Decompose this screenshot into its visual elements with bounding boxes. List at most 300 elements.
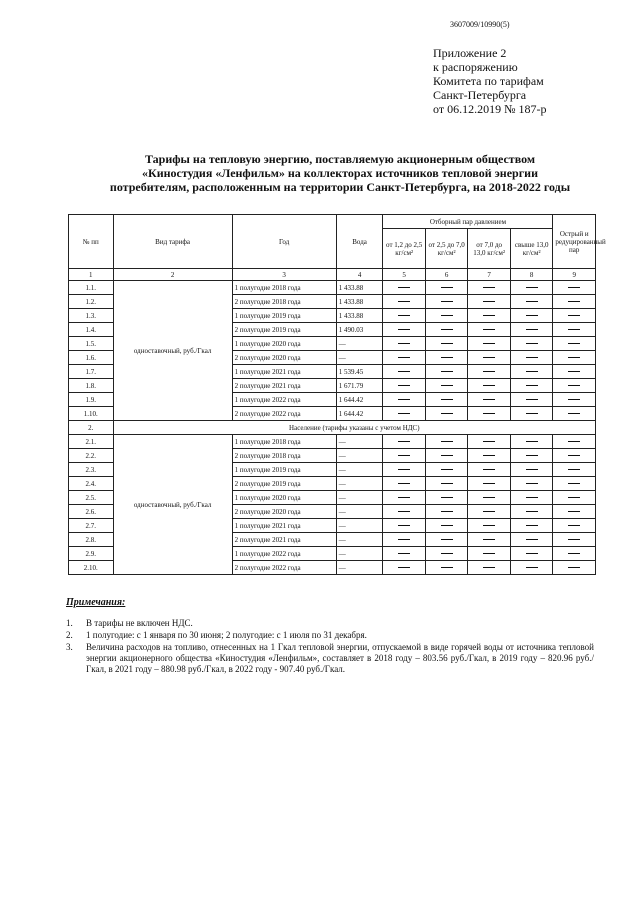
empty-value-cell (425, 337, 467, 351)
index-cell: 6 (425, 269, 467, 281)
empty-value-cell (510, 309, 553, 323)
empty-value-cell (425, 561, 467, 575)
dash-mark (398, 357, 410, 358)
dash-mark (441, 497, 453, 498)
empty-value-cell (383, 337, 425, 351)
empty-value-cell (553, 365, 596, 379)
empty-value-cell (383, 393, 425, 407)
empty-value-cell (510, 407, 553, 421)
dash-mark (526, 371, 538, 372)
water-value: — (336, 547, 383, 561)
dash-mark (568, 511, 580, 512)
appendix-line: Приложение 2 (433, 46, 507, 60)
dash-mark (568, 539, 580, 540)
header-year: Год (232, 215, 336, 269)
dash-mark (568, 413, 580, 414)
dash-mark (568, 399, 580, 400)
note-item (66, 630, 594, 641)
empty-value-cell (553, 533, 596, 547)
empty-value-cell (553, 491, 596, 505)
row-number: 2.10. (69, 561, 114, 575)
dash-mark (526, 399, 538, 400)
empty-value-cell (425, 435, 467, 449)
dash-mark (441, 329, 453, 330)
index-cell: 8 (510, 269, 553, 281)
dash-mark (441, 483, 453, 484)
empty-value-cell (425, 449, 467, 463)
row-number: 1.10. (69, 407, 114, 421)
table-row (69, 281, 596, 295)
dash-mark (526, 497, 538, 498)
row-number: 2.6. (69, 505, 114, 519)
water-value: — (336, 337, 383, 351)
dash-mark (526, 329, 538, 330)
empty-value-cell (553, 309, 596, 323)
dash-mark (483, 497, 495, 498)
dash-mark (568, 455, 580, 456)
note-text: 1 полугодие: с 1 января по 30 июня; 2 полугодие: с 1 июля по 31 декабря. (86, 630, 367, 640)
period-cell: 1 полугодие 2018 года (232, 435, 336, 449)
dash-mark (483, 525, 495, 526)
empty-value-cell (383, 379, 425, 393)
dash-mark (483, 287, 495, 288)
dash-mark (441, 567, 453, 568)
empty-value-cell (383, 351, 425, 365)
empty-value-cell (383, 323, 425, 337)
row-number: 1.1. (69, 281, 114, 295)
dash-mark (483, 301, 495, 302)
dash-mark (526, 525, 538, 526)
dash-mark (398, 399, 410, 400)
dash-mark (526, 343, 538, 344)
dash-mark (441, 455, 453, 456)
dash-mark (398, 343, 410, 344)
row-number: 2.1. (69, 435, 114, 449)
tariff-type-cell: одноставочный, руб./Гкал (113, 281, 232, 421)
period-cell: 1 полугодие 2022 года (232, 547, 336, 561)
dash-mark (526, 413, 538, 414)
dash-mark (526, 469, 538, 470)
period-cell: 2 полугодие 2018 года (232, 449, 336, 463)
empty-value-cell (425, 281, 467, 295)
row-number: 1.6. (69, 351, 114, 365)
empty-value-cell (510, 337, 553, 351)
note-text: В тарифы не включен НДС. (86, 618, 193, 628)
dash-mark (441, 301, 453, 302)
dash-mark (526, 483, 538, 484)
dash-mark (398, 329, 410, 330)
dash-mark (526, 441, 538, 442)
empty-value-cell (553, 393, 596, 407)
empty-value-cell (553, 351, 596, 365)
dash-mark (483, 413, 495, 414)
empty-value-cell (468, 561, 510, 575)
dash-mark (568, 567, 580, 568)
empty-value-cell (510, 547, 553, 561)
row-number: 2.2. (69, 449, 114, 463)
dash-mark (526, 539, 538, 540)
row-number: 1.9. (69, 393, 114, 407)
dash-mark (441, 357, 453, 358)
empty-value-cell (383, 281, 425, 295)
empty-value-cell (468, 435, 510, 449)
empty-value-cell (468, 547, 510, 561)
dash-mark (398, 525, 410, 526)
water-value: — (336, 435, 383, 449)
dash-mark (398, 567, 410, 568)
appendix-line: к распоряжению (433, 60, 518, 74)
section-label: Население (тарифы указаны с учетом НДС) (113, 421, 595, 435)
water-value: — (336, 561, 383, 575)
period-cell: 2 полугодие 2021 года (232, 379, 336, 393)
empty-value-cell (510, 463, 553, 477)
period-cell: 1 полугодие 2021 года (232, 365, 336, 379)
water-value: 1 539.45 (336, 365, 383, 379)
empty-value-cell (553, 337, 596, 351)
dash-mark (398, 497, 410, 498)
empty-value-cell (425, 505, 467, 519)
dash-mark (483, 357, 495, 358)
empty-value-cell (553, 379, 596, 393)
header-steam-col: от 1,2 до 2,5 кг/см² (383, 229, 425, 269)
dash-mark (483, 441, 495, 442)
empty-value-cell (468, 393, 510, 407)
dash-mark (441, 539, 453, 540)
row-number: 2.3. (69, 463, 114, 477)
empty-value-cell (553, 519, 596, 533)
header-water: Вода (336, 215, 383, 269)
empty-value-cell (468, 337, 510, 351)
row-number: 2.4. (69, 477, 114, 491)
document-title (60, 152, 620, 194)
dash-mark (398, 315, 410, 316)
period-cell: 1 полугодие 2020 года (232, 491, 336, 505)
empty-value-cell (553, 407, 596, 421)
empty-value-cell (468, 351, 510, 365)
period-cell: 1 полугодие 2019 года (232, 309, 336, 323)
dash-mark (568, 357, 580, 358)
empty-value-cell (510, 365, 553, 379)
empty-value-cell (383, 561, 425, 575)
dash-mark (483, 511, 495, 512)
tariff-table-body (69, 281, 596, 575)
empty-value-cell (468, 519, 510, 533)
section-number: 2. (69, 421, 114, 435)
empty-value-cell (383, 463, 425, 477)
empty-value-cell (425, 309, 467, 323)
empty-value-cell (510, 519, 553, 533)
dash-mark (398, 469, 410, 470)
dash-mark (526, 455, 538, 456)
period-cell: 2 полугодие 2019 года (232, 477, 336, 491)
dash-mark (483, 399, 495, 400)
tariff-table (68, 214, 606, 575)
header-steam-group: Отборный пар давлением (383, 215, 553, 229)
water-value: — (336, 519, 383, 533)
dash-mark (526, 567, 538, 568)
dash-mark (568, 301, 580, 302)
empty-value-cell (383, 477, 425, 491)
dash-mark (568, 371, 580, 372)
dash-mark (483, 469, 495, 470)
empty-value-cell (425, 519, 467, 533)
water-value: 1 671.79 (336, 379, 383, 393)
appendix-line: Санкт-Петербурга (433, 88, 527, 102)
dash-mark (483, 371, 495, 372)
index-cell: 3 (232, 269, 336, 281)
dash-mark (568, 553, 580, 554)
empty-value-cell (553, 295, 596, 309)
empty-value-cell (383, 491, 425, 505)
dash-mark (526, 385, 538, 386)
notes-list (66, 618, 594, 676)
dash-mark (483, 343, 495, 344)
dash-mark (483, 483, 495, 484)
header-num: № пп (69, 215, 114, 269)
dash-mark (441, 469, 453, 470)
header-steam-col: от 7,0 до 13,0 кг/см² (468, 229, 510, 269)
empty-value-cell (510, 281, 553, 295)
period-cell: 1 полугодие 2022 года (232, 393, 336, 407)
empty-value-cell (468, 295, 510, 309)
empty-value-cell (468, 463, 510, 477)
water-value: — (336, 505, 383, 519)
empty-value-cell (468, 449, 510, 463)
empty-value-cell (425, 407, 467, 421)
index-cell: 1 (69, 269, 114, 281)
empty-value-cell (425, 477, 467, 491)
note-item (66, 642, 594, 675)
document-number: 3607009/10990(5) (450, 20, 510, 29)
empty-value-cell (383, 505, 425, 519)
water-value: 1 644.42 (336, 393, 383, 407)
empty-value-cell (383, 533, 425, 547)
dash-mark (483, 315, 495, 316)
index-cell: 7 (468, 269, 510, 281)
empty-value-cell (510, 533, 553, 547)
row-number: 2.8. (69, 533, 114, 547)
header-steam-col: от 2,5 до 7,0 кг/см² (425, 229, 467, 269)
dash-mark (568, 287, 580, 288)
empty-value-cell (468, 309, 510, 323)
empty-value-cell (510, 393, 553, 407)
dash-mark (568, 525, 580, 526)
note-number: 2. (66, 630, 73, 640)
empty-value-cell (468, 365, 510, 379)
empty-value-cell (383, 547, 425, 561)
dash-mark (398, 301, 410, 302)
dash-mark (441, 315, 453, 316)
empty-value-cell (425, 491, 467, 505)
period-cell: 2 полугодие 2019 года (232, 323, 336, 337)
title-line: Тарифы на тепловую энергию, поставляемую акционерным обществом (144, 152, 536, 166)
dash-mark (398, 455, 410, 456)
dash-mark (568, 385, 580, 386)
dash-mark (483, 329, 495, 330)
period-cell: 1 полугодие 2018 года (232, 281, 336, 295)
tariff-type-cell: одноставочный, руб./Гкал (113, 435, 232, 575)
appendix-line: Комитета по тарифам (433, 74, 544, 88)
empty-value-cell (510, 351, 553, 365)
empty-value-cell (383, 519, 425, 533)
index-cell: 5 (383, 269, 425, 281)
dash-mark (441, 399, 453, 400)
water-value: — (336, 351, 383, 365)
water-value: — (336, 533, 383, 547)
empty-value-cell (383, 295, 425, 309)
empty-value-cell (510, 435, 553, 449)
period-cell: 1 полугодие 2019 года (232, 463, 336, 477)
empty-value-cell (510, 295, 553, 309)
empty-value-cell (383, 449, 425, 463)
period-cell: 2 полугодие 2020 года (232, 505, 336, 519)
dash-mark (526, 287, 538, 288)
dash-mark (441, 385, 453, 386)
dash-mark (483, 553, 495, 554)
dash-mark (398, 511, 410, 512)
row-number: 1.8. (69, 379, 114, 393)
period-cell: 2 полугодие 2022 года (232, 407, 336, 421)
water-value: 1 433.88 (336, 281, 383, 295)
empty-value-cell (425, 393, 467, 407)
empty-value-cell (468, 491, 510, 505)
dash-mark (568, 329, 580, 330)
title-line: «Киностудия «Ленфильм» на коллекторах источников тепловой энергии (142, 166, 538, 180)
table-row (69, 435, 596, 449)
empty-value-cell (468, 323, 510, 337)
water-value: 1 433.88 (336, 295, 383, 309)
dash-mark (441, 343, 453, 344)
empty-value-cell (553, 505, 596, 519)
empty-value-cell (510, 323, 553, 337)
dash-mark (483, 539, 495, 540)
dash-mark (441, 525, 453, 526)
dash-mark (526, 511, 538, 512)
dash-mark (483, 567, 495, 568)
empty-value-cell (553, 281, 596, 295)
dash-mark (398, 483, 410, 484)
water-value: 1 490.03 (336, 323, 383, 337)
row-number: 2.7. (69, 519, 114, 533)
water-value: — (336, 449, 383, 463)
empty-value-cell (510, 379, 553, 393)
row-number: 2.9. (69, 547, 114, 561)
dash-mark (568, 343, 580, 344)
dash-mark (568, 441, 580, 442)
row-number: 1.4. (69, 323, 114, 337)
empty-value-cell (553, 435, 596, 449)
empty-value-cell (468, 379, 510, 393)
section-header-row (69, 421, 596, 435)
empty-value-cell (510, 477, 553, 491)
row-number: 1.3. (69, 309, 114, 323)
water-value: — (336, 463, 383, 477)
empty-value-cell (425, 533, 467, 547)
title-line: потребителям, расположенным на территории Санкт-Петербурга, на 2018-2022 годы (109, 180, 571, 194)
dash-mark (441, 441, 453, 442)
water-value: — (336, 491, 383, 505)
row-number: 1.2. (69, 295, 114, 309)
dash-mark (441, 287, 453, 288)
empty-value-cell (383, 435, 425, 449)
row-number: 1.7. (69, 365, 114, 379)
dash-mark (398, 385, 410, 386)
empty-value-cell (468, 505, 510, 519)
index-cell: 2 (113, 269, 232, 281)
period-cell: 2 полугодие 2020 года (232, 351, 336, 365)
water-value: 1 644.42 (336, 407, 383, 421)
notes-title: Примечания: (66, 597, 126, 608)
dash-mark (526, 315, 538, 316)
note-number: 1. (66, 618, 73, 628)
dash-mark (398, 371, 410, 372)
empty-value-cell (425, 365, 467, 379)
empty-value-cell (468, 407, 510, 421)
dash-mark (526, 553, 538, 554)
empty-value-cell (553, 449, 596, 463)
period-cell: 2 полугодие 2018 года (232, 295, 336, 309)
dash-mark (441, 413, 453, 414)
note-item (66, 618, 594, 629)
water-value: — (336, 477, 383, 491)
empty-value-cell (425, 547, 467, 561)
dash-mark (398, 539, 410, 540)
row-number: 2.5. (69, 491, 114, 505)
dash-mark (398, 553, 410, 554)
period-cell: 1 полугодие 2020 года (232, 337, 336, 351)
appendix-line: от 06.12.2019 № 187-р (433, 102, 547, 116)
dash-mark (568, 315, 580, 316)
dash-mark (398, 413, 410, 414)
empty-value-cell (383, 309, 425, 323)
empty-value-cell (425, 351, 467, 365)
header-steam-col: свыше 13,0 кг/см² (510, 229, 553, 269)
row-number: 1.5. (69, 337, 114, 351)
empty-value-cell (510, 449, 553, 463)
empty-value-cell (553, 463, 596, 477)
empty-value-cell (468, 281, 510, 295)
empty-value-cell (425, 323, 467, 337)
empty-value-cell (510, 561, 553, 575)
index-cell: 4 (336, 269, 383, 281)
dash-mark (441, 553, 453, 554)
water-value: 1 433.88 (336, 309, 383, 323)
empty-value-cell (510, 505, 553, 519)
appendix-block (433, 46, 547, 116)
dash-mark (568, 497, 580, 498)
empty-value-cell (553, 323, 596, 337)
dash-mark (398, 287, 410, 288)
empty-value-cell (468, 533, 510, 547)
header-tariff-type: Вид тарифа (113, 215, 232, 269)
period-cell: 2 полугодие 2022 года (232, 561, 336, 575)
empty-value-cell (383, 407, 425, 421)
empty-value-cell (553, 547, 596, 561)
dash-mark (398, 441, 410, 442)
note-text: Величина расходов на топливо, отнесенных на 1 Гкал тепловой энергии, отпускаемой в виде горячей воды от источника тепловой энергии акционерного общества «Киностудия «Ленфильм», составляет в 2018 году – 803.56 руб./Гкал, в 2019 году – 820.96 руб./Гкал, в 2021 году – 880.98 руб./Гкал, в 2022 году - 907.40 руб./Гкал. (86, 642, 594, 674)
dash-mark (568, 483, 580, 484)
empty-value-cell (425, 463, 467, 477)
dash-mark (483, 385, 495, 386)
empty-value-cell (425, 295, 467, 309)
empty-value-cell (553, 477, 596, 491)
header-sharp-steam: Острый и редуцированный пар (553, 215, 596, 269)
period-cell: 1 полугодие 2021 года (232, 519, 336, 533)
empty-value-cell (553, 561, 596, 575)
empty-value-cell (510, 491, 553, 505)
dash-mark (441, 371, 453, 372)
period-cell: 2 полугодие 2021 года (232, 533, 336, 547)
